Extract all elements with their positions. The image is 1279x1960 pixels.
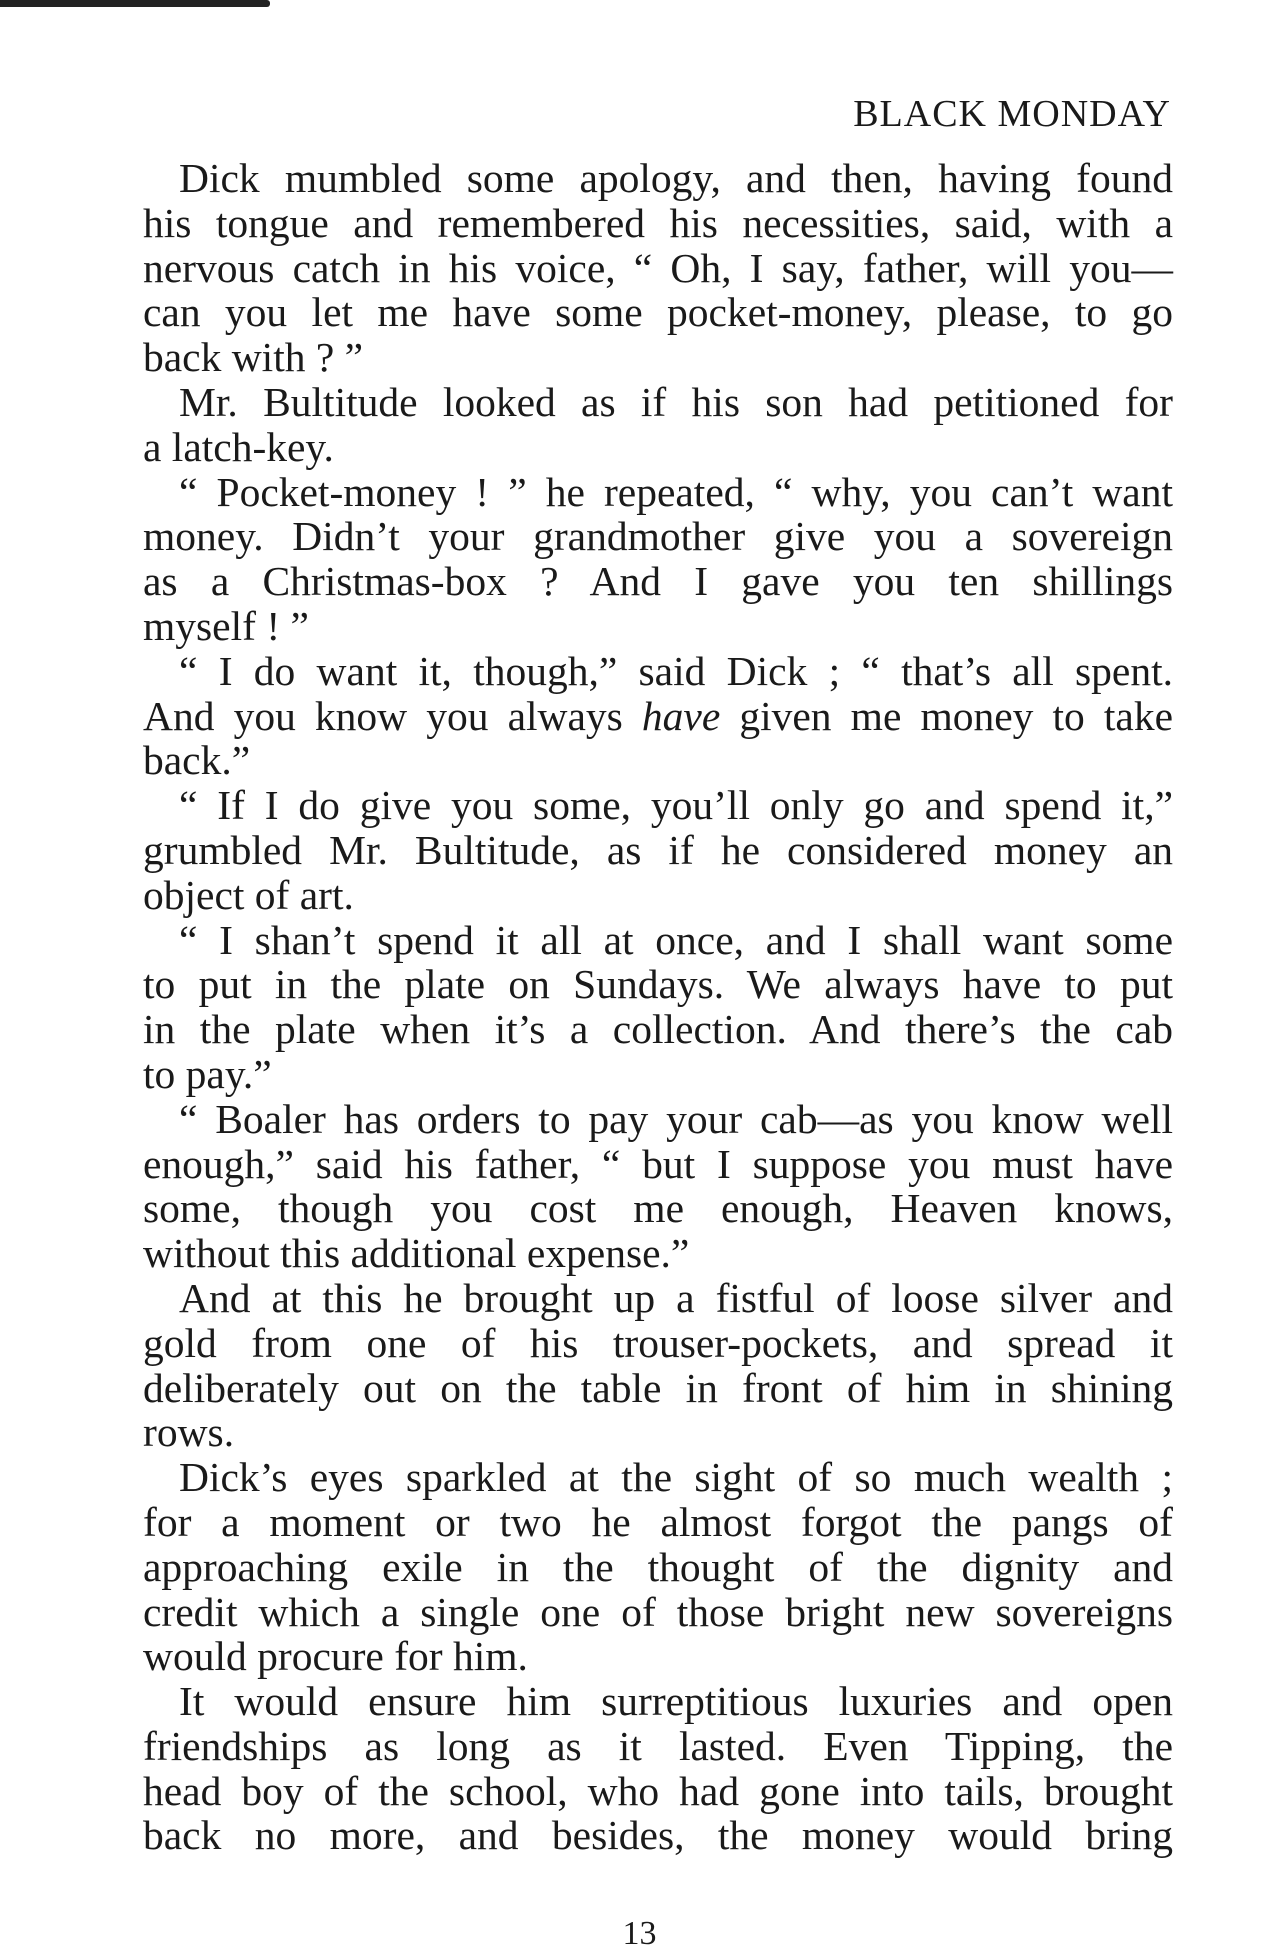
text-line: object of art. <box>143 871 354 918</box>
text-line: Dick’s eyes sparkled at the sight of so much wealth ; <box>179 1454 1173 1501</box>
text-line: “ If I do give you some, you’ll only go and spend it,” <box>179 782 1173 829</box>
text-line: enough,” said his father, “ but I suppose you must have <box>143 1140 1173 1187</box>
text-line: And you know you always have given me money to take <box>143 692 1173 739</box>
text-line: grumbled Mr. Bultitude, as if he considered money an <box>143 826 1173 873</box>
text-line: can you let me have some pocket-money, please, to go <box>143 289 1173 336</box>
text-line: gold from one of his trouser-pockets, and spread it <box>143 1319 1173 1366</box>
text-line: some, though you cost me enough, Heaven knows, <box>143 1185 1173 1232</box>
text-line: Mr. Bultitude looked as if his son had petitioned for <box>179 378 1173 425</box>
text-line: to pay.” <box>143 1050 272 1097</box>
text-line: back no more, and besides, the money would bring <box>143 1812 1173 1859</box>
text-line: “ I shan’t spend it all at once, and I shall want some <box>179 916 1173 963</box>
text-line: friendships as long as it lasted. Even Tipping, the <box>143 1722 1173 1769</box>
emphasis: have <box>641 692 721 739</box>
text-line: “ I do want it, though,” said Dick ; “ that’s all spent. <box>179 647 1173 694</box>
text-line: in the plate when it’s a collection. And there’s the cab <box>143 1006 1173 1053</box>
scan-edge-mark <box>0 0 270 7</box>
text-line: It would ensure him surreptitious luxuries and open <box>179 1678 1173 1725</box>
text-line: “ Pocket-money ! ” he repeated, “ why, you can’t want <box>179 468 1173 515</box>
text-line: without this additional expense.” <box>143 1230 690 1277</box>
text-line: to put in the plate on Sundays. We always have to put <box>143 961 1173 1008</box>
text-line: And at this he brought up a fistful of loose silver and <box>179 1274 1173 1321</box>
page-number: 13 <box>622 1915 657 1952</box>
text-line: would procure for him. <box>143 1633 528 1680</box>
text-line: back.” <box>143 737 251 784</box>
text-line: approaching exile in the thought of the dignity and <box>143 1543 1173 1590</box>
text-line: credit which a single one of those bright new sovereigns <box>143 1588 1173 1635</box>
text-line: Dick mumbled some apology, and then, having found <box>179 155 1173 201</box>
running-head: BLACK MONDAY <box>853 93 1171 135</box>
text-line: head boy of the school, who had gone into tails, brought <box>143 1767 1173 1814</box>
body-text <box>143 156 1173 1858</box>
text-line: “ Boaler has orders to pay your cab—as you know well <box>179 1095 1173 1142</box>
text-line: rows. <box>143 1409 235 1456</box>
text-line: as a Christmas-box ? And I gave you ten shillings <box>143 558 1173 605</box>
text-line: myself ! ” <box>143 602 309 649</box>
text-line: a latch-key. <box>143 423 334 470</box>
text-line: deliberately out on the table in front of him in shining <box>143 1364 1173 1411</box>
text-line: money. Didn’t your grandmother give you a sovereign <box>143 513 1173 560</box>
text-line: his tongue and remembered his necessities, said, with a <box>143 199 1173 246</box>
text-line: for a moment or two he almost forgot the pangs of <box>143 1498 1173 1545</box>
text-line: nervous catch in his voice, “ Oh, I say, father, will you— <box>143 244 1173 291</box>
text-line: back with ? ” <box>143 334 364 381</box>
